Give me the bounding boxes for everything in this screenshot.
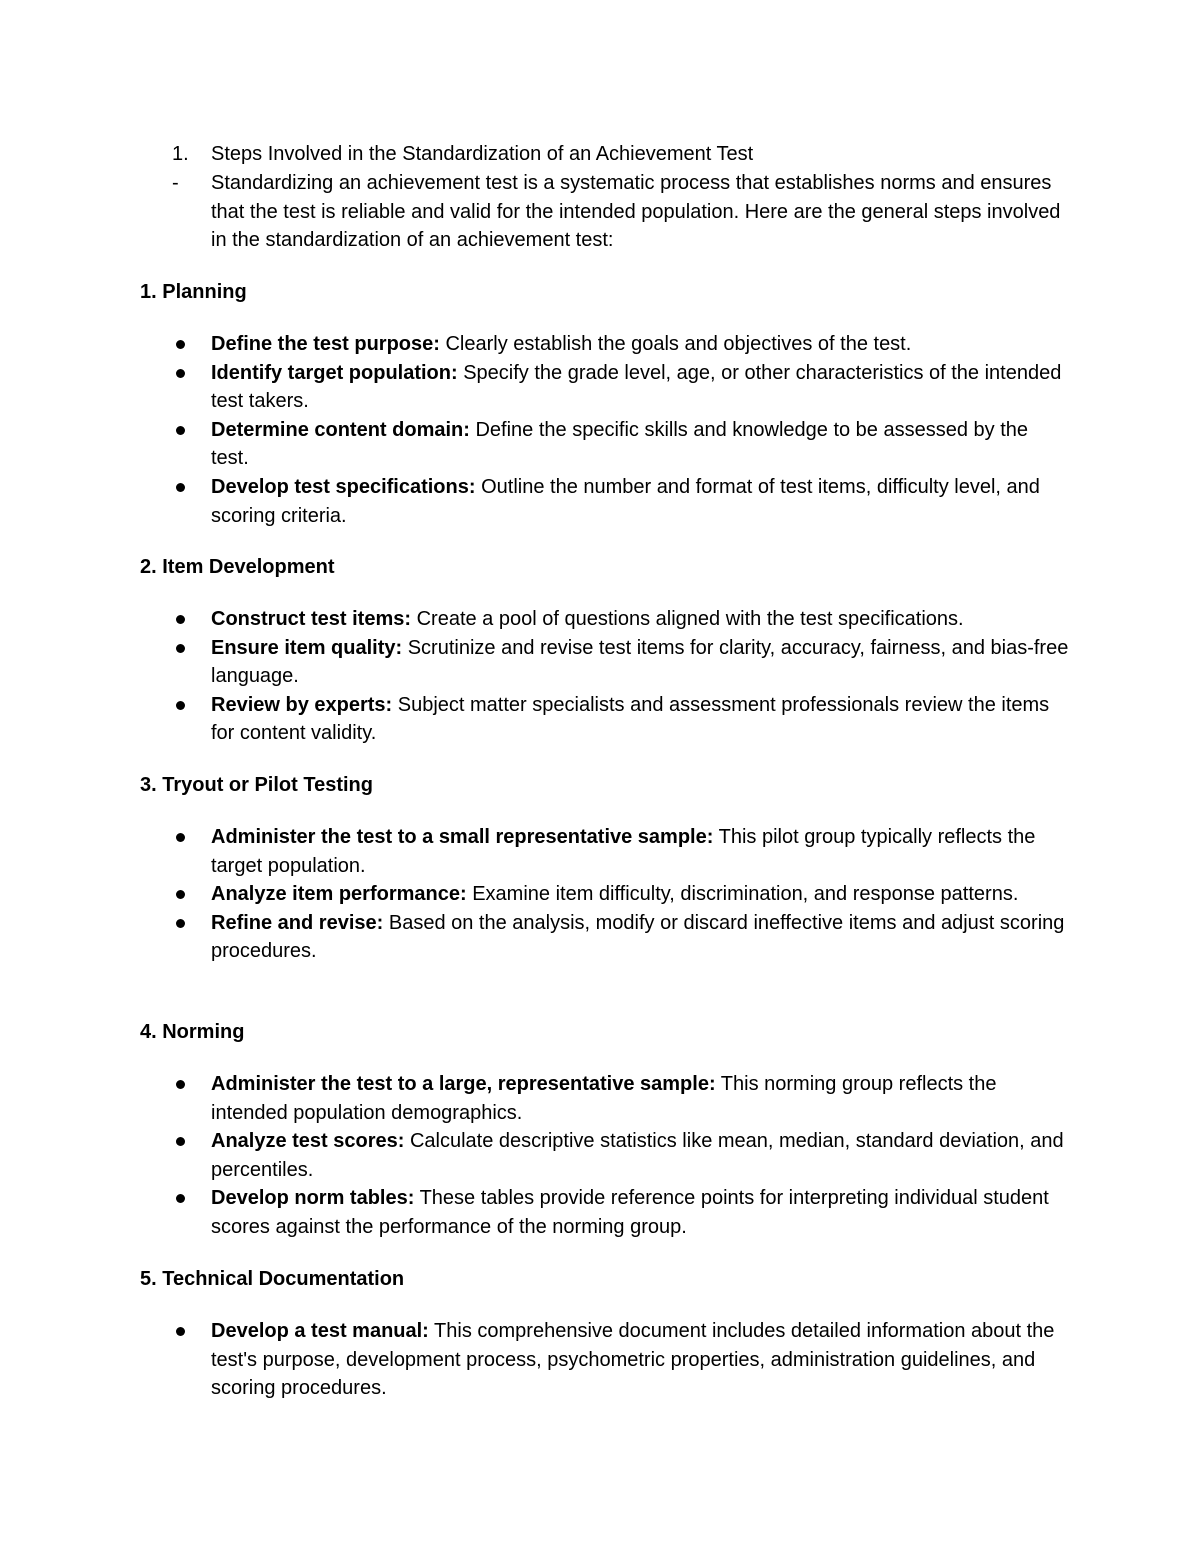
bullet-list (0, 1317, 1200, 1403)
item-term: Administer the test to a large, representative sample: (211, 1073, 716, 1095)
dash-marker: - (172, 172, 179, 194)
item-term: Develop test specifications: (211, 475, 476, 498)
list-item (0, 359, 1200, 416)
item-description: This norming group reflects the intended population demographics. (211, 1073, 997, 1124)
section-heading: 5. Technical Documentation (140, 1268, 405, 1290)
bullet-icon (176, 1137, 185, 1146)
bullet-list (0, 1070, 1200, 1242)
item-term: Determine content domain: (211, 418, 470, 441)
item-description: Specify the grade level, age, or other characteristics of the intended test takers. (211, 361, 1062, 413)
bullet-list (0, 605, 1200, 748)
list-item (0, 1127, 1200, 1184)
item-description: Create a pool of questions aligned with the test specifications. (411, 608, 964, 630)
item-description: These tables provide reference points for interpreting individual student scores against the performance of the norming group. (211, 1187, 1049, 1238)
item-term: Ensure item quality: (211, 636, 403, 659)
item-description: Calculate descriptive statistics like mean, median, standard deviation, and percentiles. (211, 1130, 1064, 1181)
section-heading: 1. Planning (140, 281, 247, 303)
list-item (0, 605, 1200, 634)
item-description: Define the specific skills and knowledge to be assessed by the test. (211, 418, 1029, 470)
bullet-list (0, 823, 1200, 966)
bullet-icon (176, 1327, 185, 1336)
list-item (0, 691, 1200, 748)
list-item (0, 473, 1200, 530)
bullet-icon (176, 1194, 185, 1203)
item-term: Develop norm tables: (211, 1187, 415, 1210)
item-term: Refine and revise: (211, 911, 384, 934)
list-item (0, 416, 1200, 473)
list-number: 1. (172, 143, 189, 165)
bullet-icon (176, 644, 185, 653)
item-term: Analyze item performance: (211, 883, 467, 906)
item-description: Outline the number and format of test items, difficulty level, and scoring criteria. (211, 475, 1040, 527)
item-term: Review by experts: (211, 693, 393, 716)
item-description: Scrutinize and revise test items for clarity, accuracy, fairness, and bias-free language. (211, 636, 1069, 688)
item-description: Examine item difficulty, discrimination, and response patterns. (466, 883, 1019, 906)
item-description: This comprehensive document includes detailed information about the test's purpose, development process, psychometric properties, administration guidelines, and scoring procedures. (211, 1320, 1055, 1400)
item-term: Analyze test scores: (211, 1130, 405, 1153)
bullet-icon (176, 340, 185, 349)
document-title: Steps Involved in the Standardization of an Achievement Test (211, 143, 754, 165)
intro-paragraph: Standardizing an achievement test is a systematic process that establishes norms and ensures that the test is reliable and valid for the intended population. Here are the general steps involved in the standardization of an achievement test: (211, 172, 1061, 252)
bullet-icon (176, 833, 185, 842)
item-description: Clearly establish the goals and objectives of the test. (439, 333, 912, 355)
section-heading: 3. Tryout or Pilot Testing (140, 774, 373, 796)
list-item (0, 1070, 1200, 1127)
item-term: Construct test items: (211, 608, 412, 630)
list-item (0, 1184, 1200, 1241)
section-heading: 4. Norming (140, 1021, 245, 1043)
item-term: Administer the test to a small representative sample: (211, 826, 714, 848)
list-item (0, 823, 1200, 880)
list-item (0, 634, 1200, 691)
list-item (0, 330, 1200, 359)
bullet-icon (176, 369, 185, 378)
bullet-icon (176, 701, 185, 710)
bullet-icon (176, 615, 185, 624)
bullet-icon (176, 1080, 185, 1089)
item-term: Define the test purpose: (211, 333, 440, 355)
list-item (0, 909, 1200, 966)
list-item (0, 1317, 1200, 1403)
list-item (0, 880, 1200, 909)
bullet-icon (176, 919, 185, 928)
bullet-icon (176, 483, 185, 492)
item-term: Develop a test manual: (211, 1320, 429, 1342)
bullet-icon (176, 426, 185, 435)
bullet-list (0, 330, 1200, 530)
item-description: This pilot group typically reflects the target population. (211, 826, 1036, 877)
item-term: Identify target population: (211, 361, 458, 384)
section-heading: 2. Item Development (140, 556, 335, 578)
item-description: Subject matter specialists and assessment professionals review the items for content validity. (211, 693, 1050, 745)
item-description: Based on the analysis, modify or discard ineffective items and adjust scoring procedures. (211, 911, 1065, 963)
bullet-icon (176, 890, 185, 899)
